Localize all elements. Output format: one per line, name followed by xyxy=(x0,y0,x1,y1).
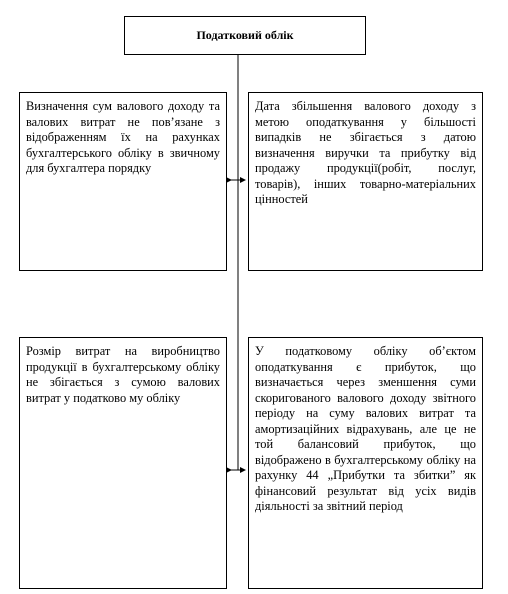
diagram-title: Податковий облік xyxy=(196,28,294,42)
box-income-recognition-date xyxy=(248,92,483,271)
box-income-recognition-date-text: Дата збільшення валового доходу з метою оподаткування у більшості випадків не збігається з датою визначення виручки та прибутку від продажу продукції(робіт, послуг, товарів), інших товарно-матеріальних цінностей xyxy=(255,99,476,206)
box-gross-income-definition xyxy=(19,92,227,271)
box-gross-income-definition-text: Визначення сум валового доходу та валових витрат не пов’язане з відображенням їх на рахунках бухгалтерського обліку в звичному для бухгалтера порядку xyxy=(26,99,220,175)
box-taxable-profit-text: У податковому обліку об’єктом оподаткування є прибуток, що визначається через зменшення суми скоригованого валового доходу звітного періоду на суму валових витрат та амортизаційних відрахувань, але це не той балансовий прибуток, що відображено в бухгалтерському обліку на рахунку 44 „Прибутки та збитки” як фінансовий результат від усіх видів діяльності за звітний період xyxy=(255,344,476,513)
box-production-costs xyxy=(19,337,227,589)
box-production-costs-text: Розмір витрат на виробництво продукції в бухгалтерському обліку не збігається з сумою валових витрат у податково му обліку xyxy=(26,344,220,405)
diagram-title-box xyxy=(124,16,366,55)
box-taxable-profit xyxy=(248,337,483,589)
